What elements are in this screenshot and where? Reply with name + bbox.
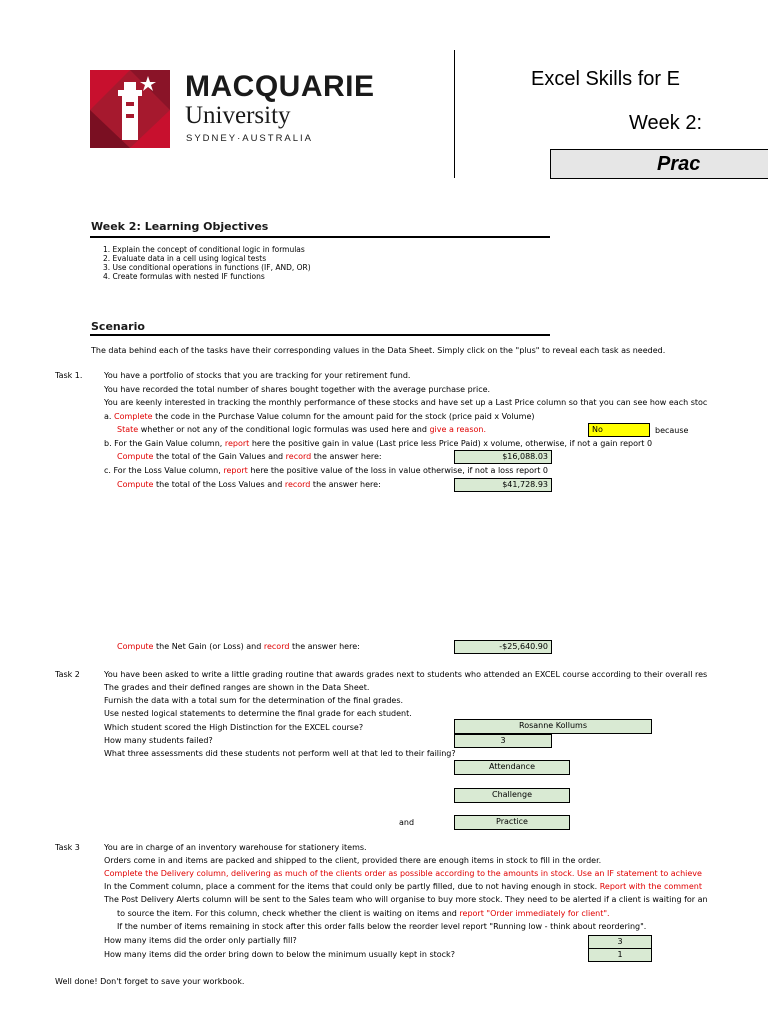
task3-line6 xyxy=(117,909,610,919)
well-done-note: Well done! Don't forget to save your workbook. xyxy=(55,977,245,986)
objectives-rule xyxy=(90,236,550,238)
task2-label: Task 2 xyxy=(55,670,80,679)
compute-keyword: Compute xyxy=(117,480,154,489)
compute-text: the total of the Loss Values and xyxy=(153,480,285,489)
compute-keyword: Compute xyxy=(117,452,154,461)
compute-rest: the answer here: xyxy=(310,480,381,489)
crest-icon xyxy=(90,70,170,148)
week-label: Week 2: xyxy=(629,112,702,134)
university-logo xyxy=(90,70,380,150)
line4-text: In the Comment column, place a comment for the items that could only be partly filled, due to not having enough in stock. xyxy=(104,882,600,891)
scenario-heading: Scenario xyxy=(91,320,145,333)
part-b-keyword: report xyxy=(224,439,250,448)
part-a-text: the code in the Purchase Value column for the amount paid for the stock (price paid x Volume) xyxy=(152,412,535,421)
part-a-keyword: Complete xyxy=(114,412,153,421)
task3-line4 xyxy=(104,882,768,892)
state-because: because xyxy=(655,426,689,435)
logo-wordmark: MACQUARIE xyxy=(185,70,375,103)
task2-line1: You have been asked to write a little grading routine that awards grades next to students who attended an EXCEL course according to their overall res xyxy=(104,670,708,679)
part-b-text: here the positive gain in value (Last price less Price Paid) x volume, otherwise, if not a gain report 0 xyxy=(249,439,653,448)
part-a-prefix: a. xyxy=(104,412,114,421)
net-text: the Net Gain (or Loss) and xyxy=(153,642,264,651)
objective-item: 3. Use conditional operations in functions (IF, AND, OR) xyxy=(103,263,311,272)
task1-line3: You are keenly interested in tracking the monthly performance of these stocks and have set up a Last Price column so that you can see how each stoc xyxy=(104,398,708,407)
scenario-rule xyxy=(90,334,550,336)
logo-university: University xyxy=(185,102,291,129)
line6-keyword: report "Order immediately for client". xyxy=(459,909,610,918)
task2-line2: The grades and their defined ranges are shown in the Data Sheet. xyxy=(104,683,370,692)
task1-net xyxy=(117,642,360,652)
task3-label: Task 3 xyxy=(55,843,80,852)
task1-line1: You have a portfolio of stocks that you are tracking for your retirement fund. xyxy=(104,371,411,380)
and-label: and xyxy=(399,818,415,827)
gain-total-cell[interactable]: $16,088.03 xyxy=(454,450,552,464)
state-keyword: State xyxy=(117,425,139,434)
part-b-prefix: b. For the Gain Value column, xyxy=(104,439,225,448)
failed-count-cell[interactable]: 3 xyxy=(454,734,552,748)
objectives-heading: Week 2: Learning Objectives xyxy=(91,220,269,233)
compute-rest: the answer here: xyxy=(311,452,382,461)
task3-line1: You are in charge of an inventory warehouse for stationery items. xyxy=(104,843,367,852)
task3-line3: Complete the Delivery column, delivering as much of the clients order as possible according to the amounts in stock. Use an IF statement to achieve xyxy=(104,869,702,878)
task1-part-a xyxy=(104,412,534,422)
hd-student-cell[interactable]: Rosanne Kollums xyxy=(454,719,652,734)
net-rest: the answer here: xyxy=(289,642,360,651)
net-gain-cell[interactable]: -$25,640.90 xyxy=(454,640,552,654)
record-keyword: record xyxy=(263,642,290,651)
task3-line5: The Post Delivery Alerts column will be sent to the Sales team who will organise to buy more stock. They need to be alerted if a client is waiting for an xyxy=(104,895,708,904)
state-reason-keyword: give a reason. xyxy=(429,425,487,434)
task1-label: Task 1. xyxy=(55,371,83,380)
objective-item: 1. Explain the concept of conditional logic in formulas xyxy=(103,245,305,254)
task1-part-b xyxy=(104,439,652,449)
below-minimum-cell[interactable]: 1 xyxy=(588,948,652,962)
part-c-keyword: report xyxy=(223,466,248,475)
task2-q3: What three assessments did these students not perform well at that led to their failing? xyxy=(104,749,456,758)
partial-fill-cell[interactable]: 3 xyxy=(588,935,652,949)
task1-part-c xyxy=(104,466,548,476)
record-keyword: record xyxy=(285,452,312,461)
state-answer-cell[interactable]: No xyxy=(588,423,650,437)
logo-location: SYDNEY·AUSTRALIA xyxy=(186,133,314,144)
task1-line2: You have recorded the total number of shares bought together with the average purchase price. xyxy=(104,385,491,394)
task1-state xyxy=(117,425,486,435)
task2-line3: Furnish the data with a total sum for the determination of the final grades. xyxy=(104,696,404,705)
task2-q2: How many students failed? xyxy=(104,736,213,745)
part-c-text: here the positive value of the loss in value otherwise, if not a loss report 0 xyxy=(247,466,549,475)
task3-line2: Orders come in and items are packed and shipped to the client, provided there are enough items in stock to fill in the order. xyxy=(104,856,602,865)
record-keyword: record xyxy=(284,480,311,489)
task3-line7: If the number of items remaining in stock after this order falls below the reorder level report "Running low - think about reordering". xyxy=(117,922,647,931)
state-text: whether or not any of the conditional logic formulas was used here and xyxy=(138,425,430,434)
objective-item: 2. Evaluate data in a cell using logical tests xyxy=(103,254,267,263)
scenario-intro: The data behind each of the tasks have their corresponding values in the Data Sheet. Simply click on the "plus" to reveal each task as needed. xyxy=(91,346,666,355)
loss-total-cell[interactable]: $41,728.93 xyxy=(454,478,552,492)
assessment-1-cell[interactable]: Attendance xyxy=(454,760,570,775)
compute-text: the total of the Gain Values and xyxy=(153,452,286,461)
compute-keyword: Compute xyxy=(117,642,154,651)
line4-keyword: Report with the comment xyxy=(599,882,702,891)
header-divider xyxy=(454,50,455,178)
task2-q1: Which student scored the High Distinction for the EXCEL course? xyxy=(104,723,364,732)
practice-banner xyxy=(550,149,768,179)
objectives-list xyxy=(103,245,311,281)
task3-q1: How many items did the order only partially fill? xyxy=(104,936,297,945)
practice-label: Prac xyxy=(657,153,701,175)
objective-item: 4. Create formulas with nested IF functions xyxy=(103,272,265,281)
task2-line4: Use nested logical statements to determine the final grade for each student. xyxy=(104,709,412,718)
assessment-3-cell[interactable]: Practice xyxy=(454,815,570,830)
part-c-prefix: c. For the Loss Value column, xyxy=(104,466,224,475)
assessment-2-cell[interactable]: Challenge xyxy=(454,788,570,803)
task1-c-compute xyxy=(117,480,381,490)
line6-text: to source the item. For this column, check whether the client is waiting on items and xyxy=(117,909,460,918)
course-title: Excel Skills for E xyxy=(531,68,680,90)
task3-q2: How many items did the order bring down to below the minimum usually kept in stock? xyxy=(104,950,455,959)
task1-b-compute xyxy=(117,452,382,462)
